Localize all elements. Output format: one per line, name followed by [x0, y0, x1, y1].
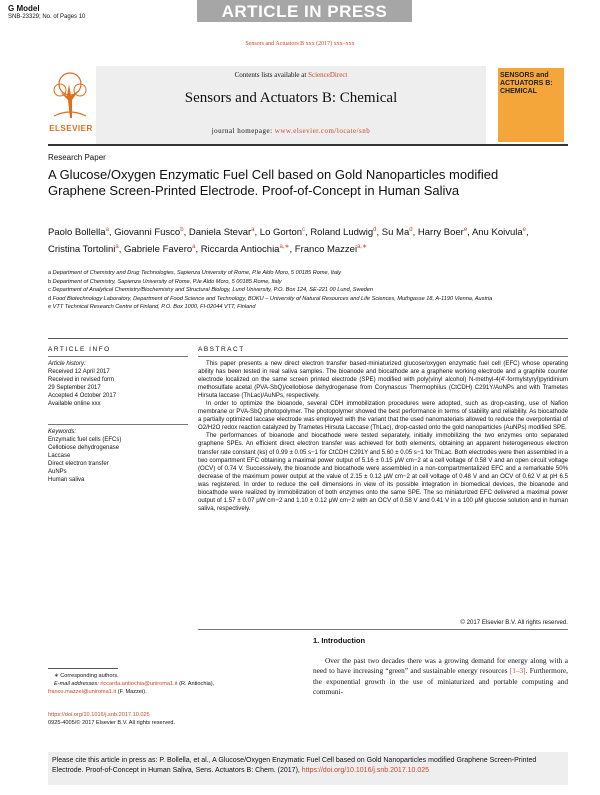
footnote-rule	[48, 668, 118, 669]
affiliation-text: Department of Analytical Chemistry/Biochemistry and Structural Biology, Lund University, P.O. Box 124, SE-221 00 Lund, Sweden	[52, 287, 374, 294]
doi-link[interactable]: https://doi.org/10.1016/j.snb.2017.10.025	[48, 712, 150, 718]
journal-homepage-line	[96, 127, 486, 135]
author-name[interactable]: Lo Gorton	[259, 227, 303, 239]
author-affiliation-marker[interactable]: a	[115, 244, 119, 251]
journal-citation-line[interactable]: Sensors and Actuators B xxx (2017) xxx–xxx	[245, 41, 355, 47]
sciencedirect-link[interactable]: ScienceDirect	[308, 71, 348, 79]
email-label: E-mail addresses:	[54, 681, 101, 687]
abstract-heading: ABSTRACT	[198, 346, 245, 353]
affiliation-text: Department of Chemistry, Sapienza University of Rome, P.le Aldo Moro, 5 00185 Rome, Italy	[52, 278, 282, 285]
author-affiliation-marker[interactable]: e	[463, 227, 468, 233]
keyword-item: Human saliva	[48, 477, 85, 483]
intro-text-start: Over the past two decades there was a growing demand for energy along with a need to have increasing “green” and sustainable energy resources	[313, 656, 568, 676]
abstract-paragraph: This paper presents a new direct electron transfer based-miniaturized glucose/oxygen enzymatic fuel cell (EFC) whose operating ability has been tested in real saliva samples. The bioanode and biocathode are a graphene working electrode and a graphite counter electrode localized on the same screen printed electrode (SPE) modified with poly(vinyl alcohol) N-methyl-4(4'-formylstyryl)pyridinium methosulfate acetal (PVA-SbQ)/cellobiose dehydrogenase from Corynascus Thermophilus (CtCDH) C291Y/AuNPs and with Trametes Hirsuta laccase (ThLac)/AuNPs, respectively.	[198, 360, 568, 400]
affiliation-item	[48, 295, 558, 304]
affiliation-label: d	[48, 295, 53, 302]
author-name[interactable]: Harry Boer	[417, 227, 464, 239]
keywords-rule	[48, 424, 188, 425]
affiliation-item	[48, 278, 558, 287]
cite-as-lead: Please cite this article in press as: P. Bollella, et al., A Glucose/Oxygen Enzymatic Fuel Cell based on Gold Nanoparticles modified Graphene Screen-Printed Electrode. Proof-of-Concept in Human Saliva, Sens. Actuators B: Chem. (2017),	[52, 757, 537, 774]
article-info-heading: ARTICLE INFO	[48, 346, 111, 353]
author-name[interactable]: Gabriele Favero	[124, 244, 193, 256]
affiliation-label: c	[48, 287, 53, 294]
journal-title: Sensors and Actuators B: Chemical	[184, 90, 398, 106]
affiliation-item	[48, 303, 558, 312]
header-divider	[48, 144, 568, 146]
homepage-link[interactable]: www.elsevier.com/locate/snb	[274, 127, 371, 135]
keyword-item: Enzymatic fuel cells (EFCs)	[48, 437, 122, 443]
keyword-item: AuNPs	[48, 469, 67, 475]
email-owner: (F. Mazzei).	[116, 689, 147, 695]
corresponding-authors-note: ∗ Corresponding authors.	[54, 673, 119, 679]
contents-line	[96, 71, 486, 79]
keyword-item: Cellobiose dehydrogenase	[48, 445, 120, 451]
issn-line: 0925-4005/© 2017 Elsevier B.V. All rights reserved.	[48, 720, 176, 726]
section-divider	[48, 338, 568, 339]
elsevier-tree-logo	[48, 70, 92, 120]
author-name[interactable]: Daniela Stevar	[188, 227, 252, 239]
keyword-item: Direct electron transfer	[48, 461, 109, 467]
introduction-heading: 1. Introduction	[313, 636, 366, 645]
author-name[interactable]: Roland Ludwig	[310, 227, 374, 239]
article-type: Research Paper	[48, 153, 106, 162]
history-item: 29 September 2017	[48, 385, 101, 391]
keywords-title: Keywords:	[48, 429, 77, 435]
affiliation-label: a	[48, 270, 53, 276]
history-title: Article history:	[48, 361, 86, 367]
abstract-bottom-rule	[198, 629, 568, 630]
homepage-prefix: journal homepage:	[211, 127, 275, 135]
page-info: SNB-23329; No. of Pages 10	[8, 14, 86, 20]
author-affiliation-marker[interactable]: d	[373, 227, 377, 233]
cite-doi-link[interactable]: https://doi.org/10.1016/j.snb.2017.10.025	[301, 767, 430, 774]
author-name[interactable]: Cristina Tortolini	[48, 244, 116, 256]
article-title: A Glucose/Oxygen Enzymatic Fuel Cell based on Gold Nanoparticles modified Graphene Screen-Printed Electrode. Proof-of-Concept in Human Saliva	[48, 167, 499, 198]
author-list: Paolo Bollella$^a$, Giovanni Fusco$^b$, Daniela Stevar$^a$, Lo Gorton$^c$, Roland Ludwig$^d$, Su Ma$^d$, Harry Boer$^e$, Anu Koivula$^e$, Cristina Tortolini$^a$, Gabriele Favero$^a$, Riccarda Antiochia$^{a,∗}$, Franco Mazzei$^{a,∗}$	[48, 227, 529, 256]
affiliation-text: Department of Chemistry and Drug Technologies, Sapienza University of Rome, P.le Aldo Moro, 5 00185 Rome, Italy	[52, 270, 341, 276]
affiliation-list	[48, 269, 558, 312]
affiliation-item	[48, 269, 558, 278]
author-affiliation-marker[interactable]: d	[409, 227, 413, 233]
author-affiliation-marker[interactable]: a	[251, 227, 255, 233]
author-name[interactable]: Riccarda Antiochia	[200, 244, 280, 256]
history-item: Received in revised form	[48, 377, 115, 383]
reference-link[interactable]: [1–3]	[509, 666, 526, 676]
article-info-rule	[48, 356, 188, 357]
abstract-paragraph: The performances of bioanode and biocathode were tested separately, initially immobilizing the two enzymes onto separated graphene SPEs. An efficient direct electron transfer was achieved for both elements, obtaining an apparent heterogeneous electron transfer rate constant (ks) of 0.99 ± 0.05 s−1 for CtCDH C291Y and 5.60 ± 0.05 s−1 for ThLac. Both electrodes were then assembled in a two compartment EFC obtaining a maximal power output of 5.16 ± 0.15 μW cm−2 at a cell voltage of 0.58 V and an open circuit voltage (OCV) of 0.74 V. Successively, the bioanode and biocathode were assembled in a non-compartmentalized EFC and a remarkable 50% decrease of the maximum power output at the value of 2.15 ± 0.12 μW cm−2 at cell voltage of 0.48 V and an OCV of 0.62 V at pH 6.5 was registered. In order to reduce the cell dimensions in view of its possible integration in biomedical devices, the bioanode and biocathode were realized by immobilization of both enzymes onto the same SPE. The so miniaturized EFC delivered a maximal power output of 1.57 ± 0.07 μW cm−2 and 1.10 ± 0.12 μW cm−2 with an OCV of 0.58 V and 0.41 V in a 100 μM glucose solution and in human saliva, respectively.	[198, 432, 568, 512]
g-model-label: G Model	[8, 4, 40, 13]
abstract-paragraph: In order to optimize the bioanode, several CDH immobilization procedures were adopted, such as drop-casting, use of Nafion membrane or PVA-SbQ photopolymer. The photopolymer showed the best performance in terms of stability and reliability. As biocathode a partially optimized laccase electrode was employed with the variant that the used nanomaterials allowed to reduce the overpotential of O2/H2O redox reaction catalyzed by Trametes Hirsuta Laccase (ThLac), drop-casted onto the gold nanoparticles (AuNPs) modified SPE.	[198, 400, 568, 432]
author-name[interactable]: Giovanni Fusco	[114, 227, 181, 239]
keyword-item: Laccase	[48, 453, 71, 459]
article-history	[48, 360, 188, 408]
email-link[interactable]: franco.mazzei@uniroma1.it	[48, 689, 117, 695]
author-name[interactable]: Anu Koivula	[471, 227, 523, 239]
history-item: Available online xxx	[48, 401, 101, 407]
contents-prefix: Contents lists available at	[234, 71, 309, 79]
author-affiliation-marker[interactable]: c	[302, 227, 306, 233]
abstract-copyright: © 2017 Elsevier B.V. All rights reserved.	[460, 619, 568, 626]
affiliation-label: b	[48, 278, 53, 285]
abstract-body	[198, 360, 568, 513]
affiliation-label: e	[48, 304, 53, 311]
author-affiliation-marker[interactable]: a,∗	[357, 244, 368, 251]
email-owner: (R. Antiochia),	[177, 681, 215, 687]
footnotes	[48, 672, 298, 696]
keywords	[48, 428, 188, 484]
history-item: Accepted 4 October 2017	[48, 393, 117, 399]
doi-block	[48, 711, 298, 727]
email-link[interactable]: riccarda.antiochia@uniroma1.it	[100, 681, 178, 687]
author-name[interactable]: Su Ma	[381, 227, 410, 239]
intro-text-end: . Furthermore, the exponential growth in the use of miniaturized and portable computing and communi-	[313, 666, 568, 696]
author-affiliation-marker[interactable]: e	[522, 227, 526, 233]
affiliation-text: VTT Technical Research Centre of Finland, P.O. Box 1000, FI-02044 VTT, Finland	[52, 304, 256, 311]
journal-cover-title: SENSORS and ACTUATORS B: CHEMICAL	[500, 72, 553, 95]
affiliation-text: Food Biotechnology Laboratory, Department of Food Science and Technology, BOKU – University of Natural Resources and Life Sciences, Muthgasse 18, A-1190 Vienna, Austria	[52, 295, 493, 302]
article-in-press-label: ARTICLE IN PRESS	[221, 2, 388, 21]
cite-as-text	[52, 756, 564, 776]
author-affiliation-marker[interactable]: a	[105, 227, 109, 233]
affiliation-item	[48, 286, 558, 295]
history-item: Received 12 April 2017	[48, 369, 110, 375]
author-name[interactable]: Paolo Bollella	[48, 227, 106, 239]
publisher-name: ELSEVIER	[49, 124, 93, 133]
author-affiliation-marker[interactable]: a	[192, 244, 196, 251]
author-name[interactable]: Franco Mazzei	[294, 244, 358, 256]
author-affiliation-marker[interactable]: b	[180, 227, 184, 233]
author-affiliation-marker[interactable]: a,∗	[279, 244, 290, 251]
abstract-rule	[198, 356, 568, 357]
introduction-text	[313, 656, 568, 697]
